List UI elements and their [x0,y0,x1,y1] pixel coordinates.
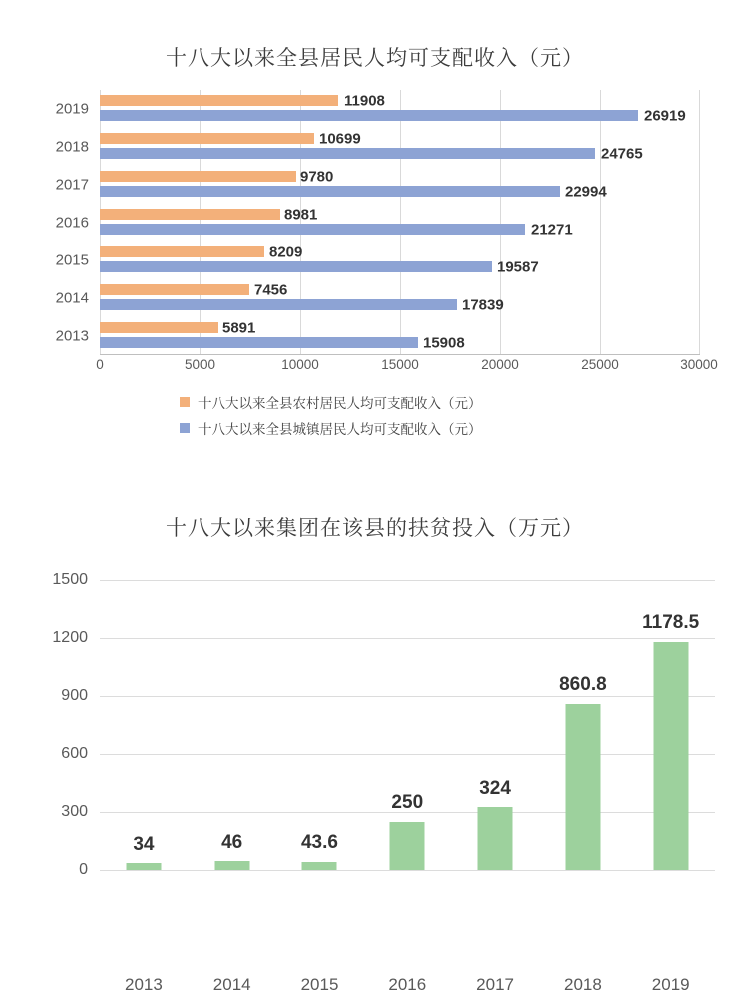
x-tick: 2017 [476,975,514,994]
bar [214,861,249,870]
bar-urban [100,261,492,272]
bar-rural [100,322,218,333]
bar-column [100,580,188,994]
bar-group [55,279,700,317]
bar-rural [100,284,249,295]
bar [302,862,337,870]
y-axis-label: 2014 [55,289,89,307]
legend-label: 十八大以来全县城镇居民人均可支配收入（元） [198,422,482,437]
chart1-x-axis [96,357,718,377]
bar-rural [100,133,314,144]
y-axis-label: 2015 [55,251,89,269]
bar-value: 324 [479,778,511,799]
x-tick: 2014 [212,975,251,994]
x-tick: 2016 [388,975,427,994]
bar-rural [100,171,296,182]
bar-value-urban: 17839 [462,296,504,314]
y-tick: 300 [61,803,88,820]
y-tick: 600 [61,745,88,762]
bar-value: 34 [133,834,155,855]
bar-value: 43.6 [300,832,338,853]
bar-value: 46 [221,832,243,853]
y-axis-label: 2018 [55,138,89,156]
bar-value: 250 [391,792,424,813]
bar-urban [100,110,638,121]
bar-value-rural: 9780 [300,168,334,186]
bar [478,807,513,870]
bar-value-rural: 8981 [284,206,318,224]
bar [565,704,600,870]
bar [653,642,688,870]
x-tick: 2013 [124,975,163,994]
bar-group [55,204,700,242]
bar [126,863,161,870]
bar-urban [100,186,560,197]
x-tick: 2019 [651,975,690,994]
bar-value-urban: 19587 [497,258,539,276]
x-tick: 5000 [184,357,216,372]
income-bar-chart [0,0,750,460]
y-tick: 1500 [52,571,88,588]
x-tick: 20000 [481,357,519,372]
gridline [79,861,715,878]
bar-rural [100,209,280,220]
bar-group [55,166,700,204]
bar-value-urban: 22994 [565,183,607,201]
x-tick: 2015 [300,975,339,994]
legend-item-rural [180,392,680,412]
bar-rural [100,246,264,257]
x-tick: 2018 [563,975,602,994]
y-axis-label: 2017 [55,176,89,194]
chart2-plot-area [52,571,715,994]
bar-column [539,580,627,994]
bar-value-urban: 24765 [601,145,643,163]
bar-group [55,90,700,128]
y-tick: 900 [61,687,88,704]
x-tick: 25000 [581,357,619,372]
bar-column [363,580,451,994]
bar-column [276,580,364,994]
chart1-legend [180,392,680,444]
bar-urban [100,148,595,159]
bar-value-rural: 7456 [254,281,288,299]
x-tick: 30000 [680,357,718,372]
bar-value-urban: 15908 [423,334,465,352]
bar-value-urban: 21271 [531,221,573,239]
bar-value-rural: 8209 [269,243,303,261]
bar-value: 860.8 [559,674,607,695]
bar-group [55,128,700,166]
legend-label: 十八大以来全县农村居民人均可支配收入（元） [198,396,482,411]
bar-group [55,241,700,279]
bar-urban [100,337,418,348]
bar-value-rural: 11908 [344,92,385,110]
x-tick: 15000 [381,357,419,372]
bar-rural [100,95,338,106]
chart1-plot-area [55,90,700,355]
bar-urban [100,224,525,235]
legend-item-urban [180,418,680,438]
y-axis-label: 2013 [55,327,89,345]
bar-column [188,580,276,994]
bar-value-rural: 10699 [319,130,361,148]
bar-value-rural: 5891 [222,319,256,337]
bar-column [627,580,715,994]
bar-column [451,580,539,994]
legend-swatch-icon [180,423,190,433]
chart2-title: 十八大以来集团在该县的扶贫投入（万元） [166,517,584,540]
x-tick: 10000 [281,357,319,372]
x-tick: 0 [96,357,104,372]
bar-group [55,317,700,355]
legend-swatch-icon [180,397,190,407]
y-axis-label: 2016 [55,214,89,232]
y-axis-label: 2019 [55,100,89,118]
bar-urban [100,299,457,310]
poverty-investment-bar-chart [0,490,750,994]
bar [390,822,425,870]
chart1-title: 十八大以来全县居民人均可支配收入（元） [166,47,584,70]
y-tick: 0 [79,861,88,878]
bar-value: 1178.5 [642,612,700,633]
y-tick: 1200 [52,629,88,646]
bar-value-urban: 26919 [644,107,686,125]
